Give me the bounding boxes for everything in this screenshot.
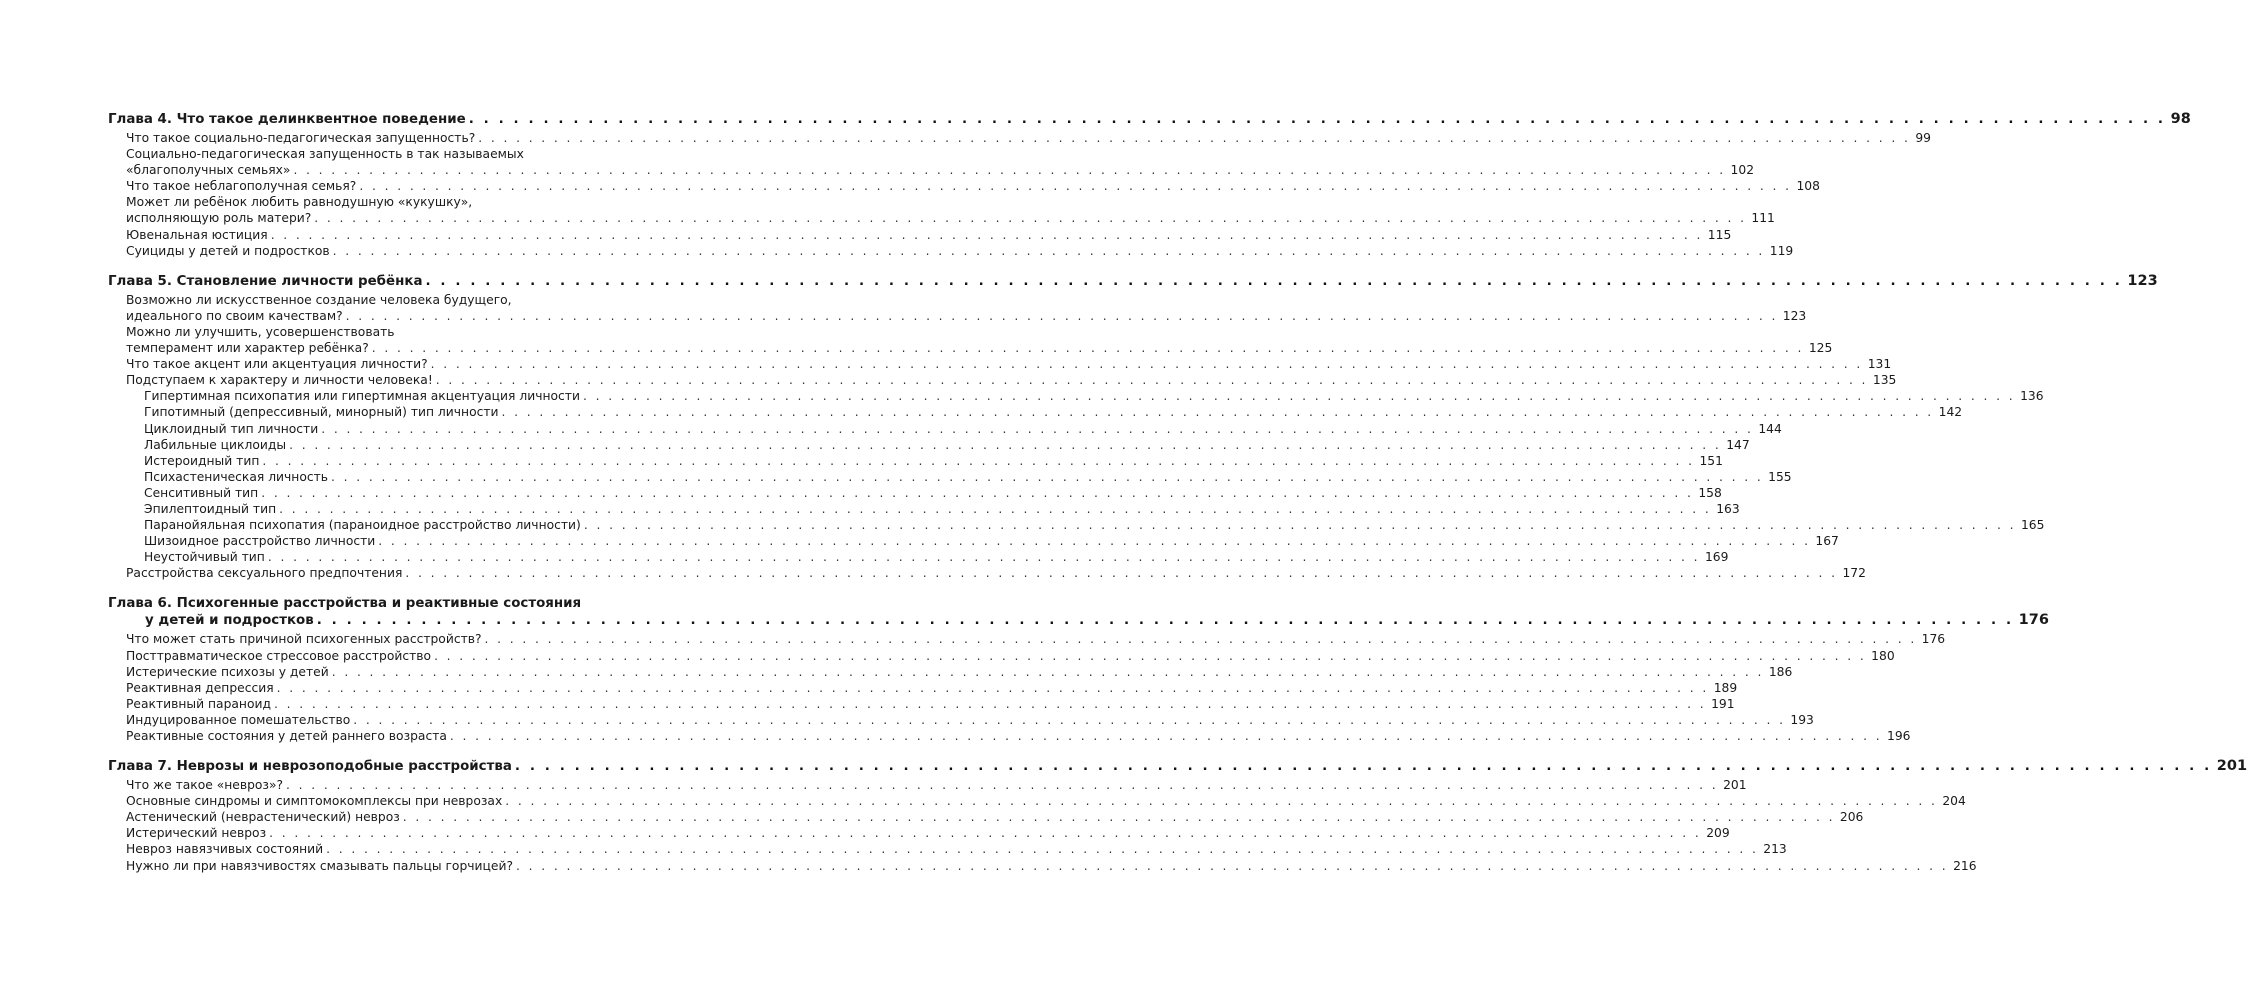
page-number: 111	[1751, 211, 1775, 226]
page-number: 193	[1790, 712, 1814, 727]
chapter-7	[108, 758, 2247, 874]
chapter-6	[108, 595, 2049, 744]
toc-subentry[interactable]: Шизоидное расстройство личности . . . 167	[144, 533, 618, 549]
dot-leader	[513, 858, 1948, 874]
toc-entry[interactable]: Что такое социально-педагогическая запущенность? . . . 99	[126, 130, 618, 146]
dot-leader	[328, 469, 1763, 485]
page-number: 206	[1839, 810, 1864, 825]
dot-leader	[375, 533, 1810, 549]
chapter-title-continued: у детей и подростков	[145, 613, 314, 629]
toc-entry[interactable]: Индуцированное помешательство . . . 193	[126, 712, 618, 728]
dot-leader	[428, 356, 1863, 372]
page-number: 155	[1768, 469, 1792, 484]
toc-entry[interactable]: идеального по своим качествам? . . . 123	[126, 308, 618, 324]
dot-leader	[286, 437, 1721, 453]
page-number: 176	[1921, 632, 1946, 647]
toc-subentry[interactable]: Циклоидный тип личности . . . 144	[144, 421, 618, 437]
toc-entry[interactable]: Что такое неблагополучная семья? . . . 108	[126, 178, 618, 194]
page-number: 201	[1723, 778, 1747, 793]
toc-entry-line[interactable]: Может ли ребёнок любить равнодушную «кукушку»,	[126, 195, 473, 210]
page-number: 102	[1730, 163, 1755, 178]
page-number: 158	[1698, 485, 1722, 500]
dot-leader	[283, 777, 1718, 793]
chapter-title: Глава 7. Неврозы и неврозоподобные расстройства	[108, 759, 512, 775]
toc-entry[interactable]: темперамент или характер ребёнка? . . . 125	[126, 340, 618, 356]
toc-entry[interactable]: исполняющую роль матери? . . . 111	[126, 210, 618, 226]
page-number: 165	[2020, 518, 2045, 533]
dot-leader	[502, 793, 1937, 809]
toc-entry[interactable]: Астенический (неврастенический) невроз . . . 206	[126, 809, 618, 825]
page-number: 204	[1942, 794, 1966, 809]
dot-leader	[274, 680, 1709, 696]
toc-entry[interactable]: Что же такое «невроз»? . . . 201	[126, 777, 618, 793]
toc-entry[interactable]: Реактивный параноид . . . 191	[126, 696, 618, 712]
dot-leader	[259, 453, 1694, 469]
dot-leader	[265, 549, 1700, 565]
dot-leader	[499, 404, 1934, 420]
dot-leader	[356, 178, 1791, 194]
dot-leader	[581, 517, 2016, 533]
dot-leader	[447, 728, 1882, 744]
dot-leader	[482, 631, 1917, 647]
dot-leader	[402, 565, 1837, 581]
toc-entry[interactable]: Истерические психозы у детей . . . 186	[126, 664, 618, 680]
page-number: 169	[1704, 550, 1729, 565]
dot-leader	[314, 612, 2014, 629]
page-number: 186	[1768, 664, 1793, 679]
toc-subentry[interactable]: Истероидный тип . . . 151	[144, 453, 618, 469]
toc-entry[interactable]: Посттравматическое стрессовое расстройство . . . 180	[126, 648, 618, 664]
chapter-heading[interactable]	[108, 758, 2247, 775]
page-number: 142	[1938, 405, 1963, 420]
page-number: 115	[1707, 227, 1732, 242]
dot-leader	[369, 340, 1804, 356]
page-number: 201	[2216, 758, 2247, 775]
toc-subentry[interactable]: Лабильные циклоиды . . . 147	[144, 437, 618, 453]
toc-entry-line[interactable]: Возможно ли искусственное создание человека будущего,	[126, 292, 512, 307]
page-number: 125	[1808, 341, 1833, 356]
dot-leader	[466, 111, 2166, 128]
dot-leader	[512, 758, 2212, 775]
dot-leader	[318, 421, 1753, 437]
chapter-4	[108, 111, 2191, 259]
dot-leader	[422, 273, 2122, 290]
toc-entry[interactable]: «благополучных семьях» . . . 102	[126, 162, 618, 178]
page-number: 99	[1915, 131, 1931, 145]
dot-leader	[290, 162, 1725, 178]
page-number: 180	[1871, 648, 1895, 663]
chapter-heading[interactable]	[145, 612, 2049, 629]
page-number: 108	[1796, 179, 1820, 194]
toc-subentry[interactable]: Неустойчивый тип . . . 169	[144, 549, 618, 565]
toc-entry[interactable]: Основные синдромы и симптомокомплексы при неврозах . . . 204	[126, 793, 618, 809]
dot-leader	[268, 227, 1703, 243]
dot-leader	[431, 648, 1866, 664]
dot-leader	[330, 243, 1765, 259]
page-number: 151	[1699, 453, 1723, 468]
toc-entry[interactable]: Невроз навязчивых состояний . . . 213	[126, 841, 618, 857]
toc-entry[interactable]: Реактивные состояния у детей раннего возраста . . . 196	[126, 728, 618, 744]
page-number: 213	[1763, 842, 1787, 857]
toc-subentry[interactable]: Паранойяльная психопатия (параноидное расстройство личности) . . . 165	[144, 517, 618, 533]
dot-leader	[433, 372, 1868, 388]
chapter-title[interactable]: Глава 6. Психогенные расстройства и реактивные состояния	[108, 596, 582, 612]
dot-leader	[276, 501, 1711, 517]
page-number: 163	[1716, 501, 1740, 516]
toc-subentry[interactable]: Эпилептоидный тип . . . 163	[144, 501, 618, 517]
toc-entry[interactable]: Расстройства сексуального предпочтения . . . 172	[126, 565, 618, 581]
dot-leader	[329, 664, 1764, 680]
page-number: 216	[1953, 858, 1977, 873]
toc-entry[interactable]: Что такое акцент или акцентуация личности? . . . 131	[126, 356, 618, 372]
toc-entry[interactable]: Нужно ли при навязчивостях смазывать пальцы горчицей? . . . 216	[126, 858, 618, 874]
page-number: 176	[2018, 612, 2049, 629]
toc-subentry[interactable]: Гипертимная психопатия или гипертимная акцентуация личности . . . 136	[144, 388, 618, 404]
dot-leader	[475, 130, 1910, 146]
chapter-heading[interactable]	[108, 111, 2191, 128]
page-number: 209	[1706, 826, 1730, 841]
page-number: 144	[1758, 421, 1782, 436]
page-number: 136	[2020, 389, 2044, 404]
toc-subentry[interactable]: Психастеническая личность . . . 155	[144, 469, 618, 485]
table-of-contents	[108, 111, 2247, 874]
toc-entry[interactable]: Суициды у детей и подростков . . . 119	[126, 243, 618, 259]
toc-entry[interactable]: Ювенальная юстиция . . . 115	[126, 227, 618, 243]
toc-subentry[interactable]: Гипотимный (депрессивный, минорный) тип личности . . . 142	[144, 404, 618, 420]
page-number: 167	[1815, 534, 1839, 549]
dot-leader	[258, 485, 1693, 501]
toc-entry[interactable]: Подступаем к характеру и личности человека! . . . 135	[126, 372, 618, 388]
toc-entry-line[interactable]: Социально-педагогическая запущенность в так называемых	[126, 147, 524, 162]
page-number: 119	[1769, 243, 1794, 258]
dot-leader	[311, 210, 1746, 226]
page-number: 196	[1887, 729, 1911, 743]
chapter-heading[interactable]	[108, 272, 2158, 290]
chapter-title: Глава 4. Что такое делинквентное поведение	[108, 112, 466, 127]
page-number: 189	[1713, 680, 1738, 695]
toc-entry[interactable]: Истерический невроз . . . 209	[126, 825, 618, 841]
page-number: 123	[2127, 272, 2158, 289]
toc-entry[interactable]: Что может стать причиной психогенных расстройств? . . . 176	[126, 631, 618, 647]
dot-leader	[323, 841, 1758, 857]
page-number: 147	[1726, 437, 1750, 452]
toc-entry[interactable]: Реактивная депрессия . . . 189	[126, 680, 618, 696]
page-number: 123	[1782, 308, 1807, 323]
dot-leader	[343, 308, 1778, 324]
toc-subentry[interactable]: Сенситивный тип . . . 158	[144, 485, 618, 501]
dot-leader	[350, 712, 1785, 728]
page-number: 191	[1711, 696, 1735, 711]
page-number: 135	[1872, 373, 1897, 388]
dot-leader	[271, 696, 1706, 712]
dot-leader	[580, 388, 2015, 404]
chapter-5	[108, 272, 2158, 582]
dot-leader	[266, 825, 1701, 841]
chapter-title: Глава 5. Становление личности ребёнка	[108, 273, 423, 289]
toc-entry-line[interactable]: Можно ли улучшить, усовершенствовать	[126, 324, 395, 339]
page-number: 172	[1842, 566, 1866, 581]
page-number: 131	[1867, 357, 1892, 372]
dot-leader	[400, 809, 1835, 825]
page-number: 98	[2170, 111, 2191, 127]
